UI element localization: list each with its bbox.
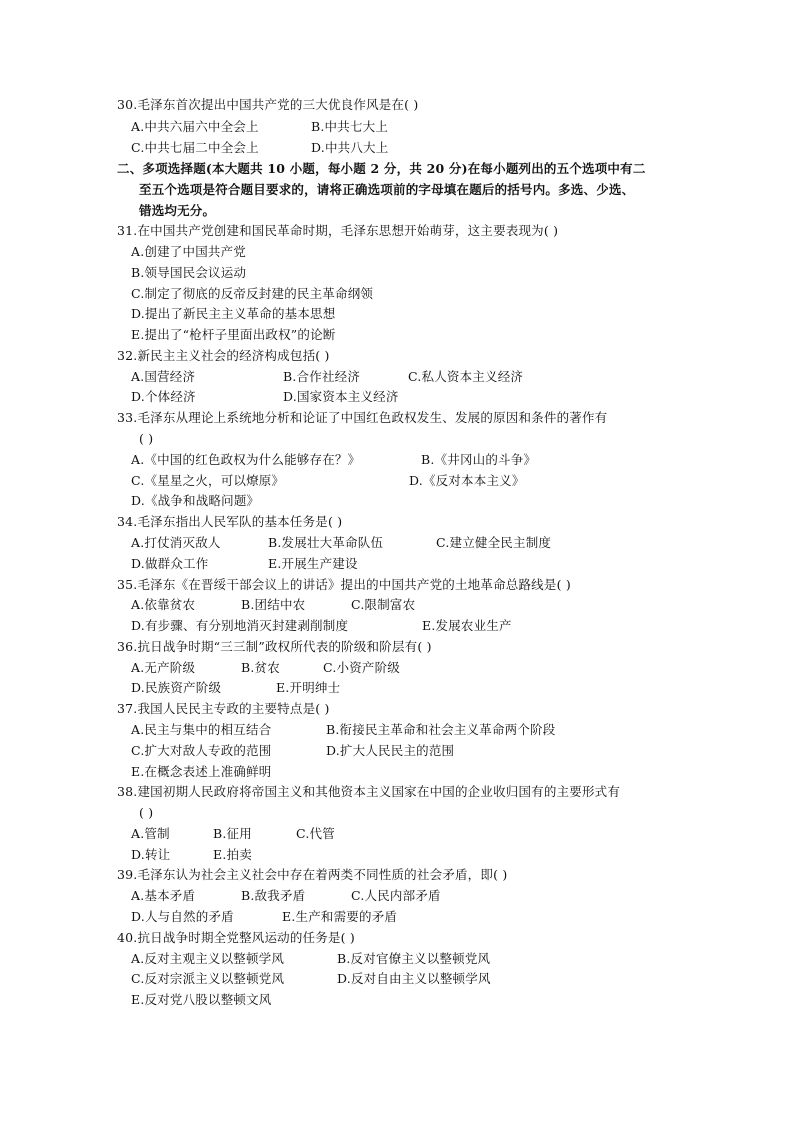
q33-option-d: D.《反对本本主义》	[409, 473, 525, 488]
q39-option-d: D.人与自然的矛盾	[131, 909, 234, 924]
q30-option-b: B.中共七大上	[311, 119, 389, 134]
q31-option-b: B.领导国民会议运动	[131, 265, 247, 280]
q40-option-a: A.反对主观主义以整顿学风	[131, 951, 285, 966]
q38-option-e: E.拍卖	[213, 847, 252, 862]
q40-option-d: D.反对自由主义以整顿学风	[337, 971, 491, 986]
q33-option-e: D.《战争和战略问题》	[131, 493, 260, 508]
q32-option-c: C.私人资本主义经济	[408, 369, 524, 384]
question-32-stem: 32.新民主主义社会的经济构成包括( )	[117, 348, 330, 363]
q37-option-a: A.民主与集中的相互结合	[131, 722, 272, 737]
section-2-instructions-line3: 错选均无分。	[139, 203, 216, 218]
q30-option-a: A.中共六届六中全会上	[131, 119, 259, 134]
q36-option-c: C.小资产阶级	[323, 660, 400, 675]
q32-option-b: B.合作社经济	[283, 369, 361, 384]
question-33-answer-blank: ( )	[139, 431, 154, 446]
q37-option-b: B.衔接民主革命和社会主义革命两个阶段	[326, 722, 556, 737]
q38-option-a: A.管制	[131, 826, 170, 841]
q31-option-a: A.创建了中国共产党	[131, 244, 247, 259]
q39-option-a: A.基本矛盾	[131, 888, 196, 903]
q30-option-d: D.中共八大上	[311, 140, 389, 155]
q36-option-d: D.民族资产阶级	[131, 680, 222, 695]
q40-option-b: B.反对官僚主义以整顿党风	[337, 951, 491, 966]
question-37-stem: 37.我国人民民主专政的主要特点是( )	[117, 701, 330, 716]
q31-option-d: D.提出了新民主主义革命的基本思想	[131, 306, 336, 321]
q34-option-b: B.发展壮大革命队伍	[268, 535, 384, 550]
question-36-stem: 36.抗日战争时期“三三制”政权所代表的阶级和阶层有( )	[117, 639, 432, 654]
q30-option-c: C.中共七届二中全会上	[131, 140, 259, 155]
q37-option-d: D.扩大人民民主的范围	[326, 743, 455, 758]
q35-option-e: E.发展农业生产	[422, 618, 512, 633]
q35-option-d: D.有步骤、有分别地消灭封建剥削制度	[131, 618, 349, 633]
q34-option-a: A.打仗消灭敌人	[131, 535, 221, 550]
q36-option-a: A.无产阶级	[131, 660, 196, 675]
q38-option-d: D.转让	[131, 847, 171, 862]
q32-option-e: D.国家资本主义经济	[283, 389, 399, 404]
q32-option-d: D.个体经济	[131, 389, 196, 404]
q37-option-c: C.扩大对敌人专政的范围	[131, 743, 272, 758]
question-39-stem: 39.毛泽东认为社会主义社会中存在着两类不同性质的社会矛盾，即( )	[117, 867, 508, 882]
q34-option-d: D.做群众工作	[131, 556, 209, 571]
q33-option-b: B.《井冈山的斗争》	[421, 452, 537, 467]
q40-option-c: C.反对宗派主义以整顿党风	[131, 971, 285, 986]
q37-option-e: E.在概念表述上准确鲜明	[131, 764, 272, 779]
q39-option-c: C.人民内部矛盾	[351, 888, 441, 903]
q39-option-b: B.敌我矛盾	[241, 888, 306, 903]
q32-option-a: A.国营经济	[131, 369, 196, 384]
section-2-heading: 二、多项选择题(本大题共 10 小题，每小题 2 分，共 20 分)在每小题列出的五个选项中有二	[117, 161, 646, 176]
q33-option-c: C.《星星之火，可以燎原》	[131, 473, 285, 488]
question-33-stem: 33.毛泽东从理论上系统地分析和论证了中国红色政权发生、发展的原因和条件的著作有	[117, 410, 608, 425]
question-35-stem: 35.毛泽东《在晋绥干部会议上的讲话》提出的中国共产党的土地革命总路线是( )	[117, 577, 571, 592]
q36-option-e: E.开明绅士	[276, 680, 341, 695]
q31-option-c: C.制定了彻底的反帝反封建的民主革命纲领	[131, 286, 374, 301]
question-40-stem: 40.抗日战争时期全党整风运动的任务是( )	[117, 930, 356, 945]
question-38-stem: 38.建国初期人民政府将帝国主义和其他资本主义国家在中国的企业收归国有的主要形式有	[117, 784, 621, 799]
q39-option-e: E.生产和需要的矛盾	[282, 909, 398, 924]
question-30-stem: 30.毛泽东首次提出中国共产党的三大优良作风是在( )	[117, 97, 419, 112]
q40-option-e: E.反对党八股以整顿文风	[131, 992, 272, 1007]
q35-option-c: C.限制富农	[351, 597, 416, 612]
q38-option-c: C.代管	[296, 826, 335, 841]
question-34-stem: 34.毛泽东指出人民军队的基本任务是( )	[117, 514, 343, 529]
q34-option-e: E.开展生产建设	[268, 556, 358, 571]
q31-option-e: E.提出了“枪杆子里面出政权”的论断	[131, 327, 336, 342]
q34-option-c: C.建立健全民主制度	[436, 535, 552, 550]
q35-option-b: B.团结中农	[241, 597, 306, 612]
section-2-instructions-line2: 至五个选项是符合题目要求的，请将正确选项前的字母填在题后的括号内。多选、少选、	[139, 182, 635, 197]
q33-option-a: A.《中国的红色政权为什么能够存在？》	[131, 452, 361, 467]
question-38-answer-blank: ( )	[139, 805, 154, 820]
question-31-stem: 31.在中国共产党创建和国民革命时期，毛泽东思想开始萌芽，这主要表现为( )	[117, 223, 559, 238]
q35-option-a: A.依靠贫农	[131, 597, 196, 612]
q36-option-b: B.贫农	[241, 660, 280, 675]
q38-option-b: B.征用	[213, 826, 252, 841]
